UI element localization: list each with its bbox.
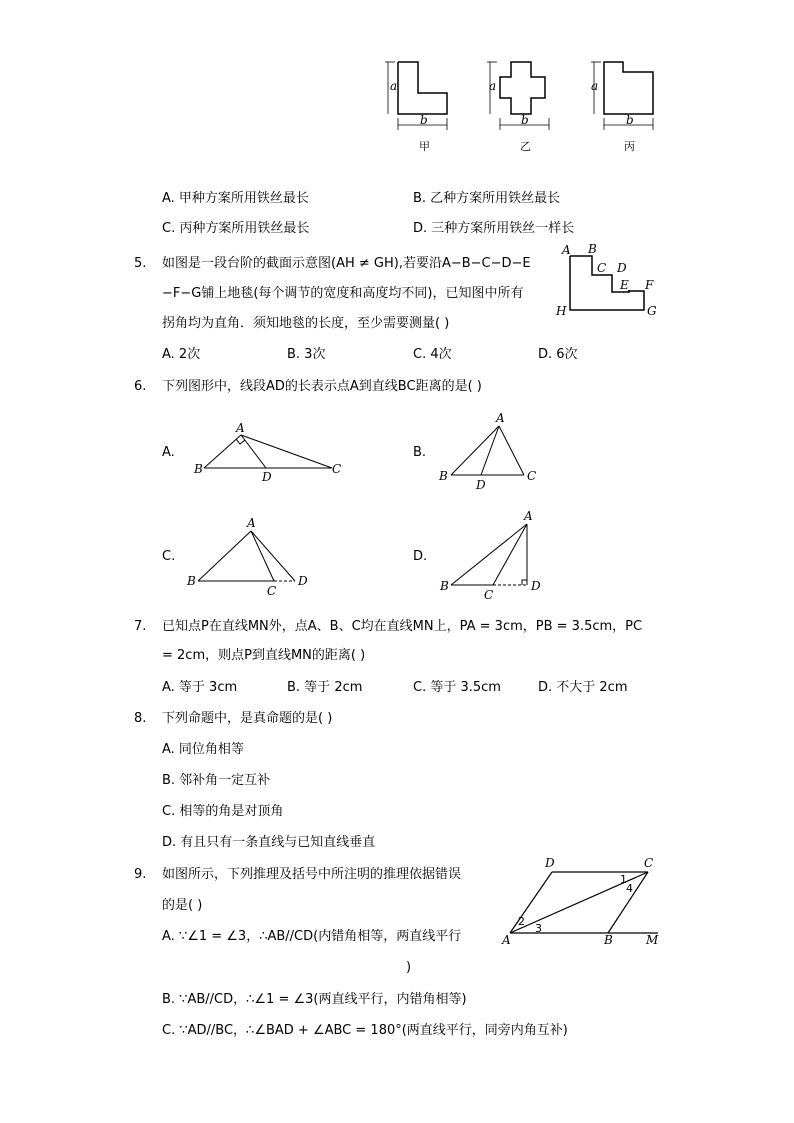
figure-jia	[398, 62, 447, 114]
q6-number: 6.	[134, 379, 147, 394]
q6d-label-b: B	[440, 579, 449, 593]
q8-stem: 下列命题中，是真命题的是( )	[162, 711, 333, 726]
q6b-label-b: B	[439, 469, 448, 483]
q6-stem: 下列图形中，线段AD的长表示点A到直线BC距离的是( )	[162, 379, 482, 394]
q6a-label-b: B	[194, 462, 203, 476]
q9-label-m: M	[646, 933, 659, 947]
q6b-label-a: A	[496, 411, 505, 425]
q9-label-c: C	[644, 856, 654, 870]
q6-option-a-letter[interactable]: A.	[162, 445, 175, 460]
q6d-label-c: C	[484, 588, 494, 602]
q7-stem-line2: = 2cm，则点P到直线MN的距离( )	[162, 648, 366, 663]
q4-jia-b-label: b	[420, 113, 428, 127]
q4-jia-a-label: a	[390, 79, 398, 93]
q7-option-a[interactable]: A. 等于 3cm	[162, 680, 238, 695]
q6c-label-d: D	[298, 574, 308, 588]
q6-figure-d[interactable]	[436, 508, 551, 603]
q6d-label-d: D	[531, 579, 541, 593]
q7-option-c[interactable]: C. 等于 3.5cm	[413, 680, 501, 695]
q4-bing-b-label: b	[626, 113, 634, 127]
q5-option-c[interactable]: C. 4次	[413, 347, 452, 362]
q4-option-a[interactable]: A. 甲种方案所用铁丝最长	[162, 191, 309, 206]
q9-angle-2: 2	[518, 915, 525, 928]
q5-label-h: H	[556, 304, 567, 318]
q9-label-a: A	[502, 933, 511, 947]
q7-stem-line1: 已知点P在直线MN外，点A、B、C均在直线MN上，PA = 3cm，PB = 3.5cm，PC	[162, 619, 643, 634]
q6a-label-d: D	[262, 470, 272, 484]
q4-yi-caption: 乙	[520, 140, 531, 153]
q7-option-b[interactable]: B. 等于 2cm	[287, 680, 363, 695]
q5-staircase-figure	[552, 240, 662, 322]
q9-number: 9.	[134, 867, 147, 882]
q9-angle-3: 3	[535, 922, 542, 935]
figure-bing	[604, 62, 653, 114]
q8-option-a[interactable]: A. 同位角相等	[162, 742, 244, 757]
q4-bing-caption: 丙	[624, 140, 635, 153]
q9-angle-4: 4	[626, 882, 633, 895]
q6b-label-c: C	[527, 469, 537, 483]
q7-option-d[interactable]: D. 不大于 2cm	[538, 680, 628, 695]
q5-label-c: C	[597, 261, 607, 275]
q9-option-b[interactable]: B. ∵AB//CD，∴∠1 = ∠3(两直线平行，内错角相等)	[162, 992, 467, 1007]
q5-option-d[interactable]: D. 6次	[538, 347, 578, 362]
q6-option-d-letter[interactable]: D.	[413, 549, 428, 564]
q9-label-d: D	[545, 856, 555, 870]
q6b-label-d: D	[476, 478, 486, 492]
q4-yi-b-label: b	[521, 113, 529, 127]
q6d-label-a: A	[524, 509, 533, 523]
q4-option-b[interactable]: B. 乙种方案所用铁丝最长	[413, 191, 561, 206]
q5-stem-line2: −F−G铺上地毯(每个调节的宽度和高度均不同)，已知图中所有	[162, 286, 524, 301]
q5-option-b[interactable]: B. 3次	[287, 347, 326, 362]
q6-option-c-letter[interactable]: C.	[162, 549, 176, 564]
q5-label-e: E	[620, 278, 629, 292]
q5-option-a[interactable]: A. 2次	[162, 347, 201, 362]
q9-label-b: B	[604, 933, 613, 947]
q9-stem-line2: 的是( )	[162, 898, 203, 913]
q5-number: 5.	[134, 256, 147, 271]
q6-figure-b[interactable]	[435, 408, 550, 493]
q9-option-c[interactable]: C. ∵AD//BC，∴∠BAD + ∠ABC = 180°(两直线平行，同旁内角互补)	[162, 1023, 568, 1038]
q4-option-d[interactable]: D. 三种方案所用铁丝一样长	[413, 221, 575, 236]
q9-option-a[interactable]: A. ∵∠1 = ∠3，∴AB//CD(内错角相等，两直线平行	[162, 929, 462, 944]
q6c-label-b: B	[187, 574, 196, 588]
q9-stem-line1: 如图所示，下列推理及括号中所注明的推理依据错误	[162, 867, 462, 882]
q4-jia-caption: 甲	[419, 140, 430, 153]
q4-yi-a-label: a	[489, 79, 497, 93]
q6c-label-a: A	[247, 516, 256, 530]
figure-yi	[500, 62, 545, 114]
q6a-label-a: A	[236, 421, 245, 435]
q4-option-c[interactable]: C. 丙种方案所用铁丝最长	[162, 221, 310, 236]
q8-option-d[interactable]: D. 有且只有一条直线与已知直线垂直	[162, 835, 376, 850]
q6-figure-a[interactable]	[190, 418, 350, 488]
q5-stem-line3: 拐角均为直角．须知地毯的长度，至少需要测量( )	[162, 316, 450, 331]
q4-bing-a-label: a	[591, 79, 599, 93]
q5-label-a: A	[562, 243, 571, 257]
q9-option-a-close: )	[406, 960, 412, 975]
q5-label-b: B	[588, 242, 597, 256]
q9-parallelogram-figure	[498, 852, 668, 952]
q8-option-b[interactable]: B. 邻补角一定互补	[162, 773, 271, 788]
q6c-label-c: C	[267, 584, 277, 598]
q8-number: 8.	[134, 711, 147, 726]
q8-option-c[interactable]: C. 相等的角是对顶角	[162, 804, 284, 819]
q5-stem-line1: 如图是一段台阶的截面示意图(AH ≠ GH),若要沿A−B−C−D−E	[162, 256, 531, 271]
q7-number: 7.	[134, 619, 147, 634]
q6a-label-c: C	[332, 462, 342, 476]
q9-angle-1: 1	[620, 873, 627, 886]
q5-label-g: G	[647, 304, 657, 318]
q6-option-b-letter[interactable]: B.	[413, 445, 427, 460]
q5-label-d: D	[617, 261, 627, 275]
q4-figures	[380, 50, 670, 160]
q5-label-f: F	[645, 278, 654, 292]
q6-figure-c[interactable]	[183, 513, 323, 598]
